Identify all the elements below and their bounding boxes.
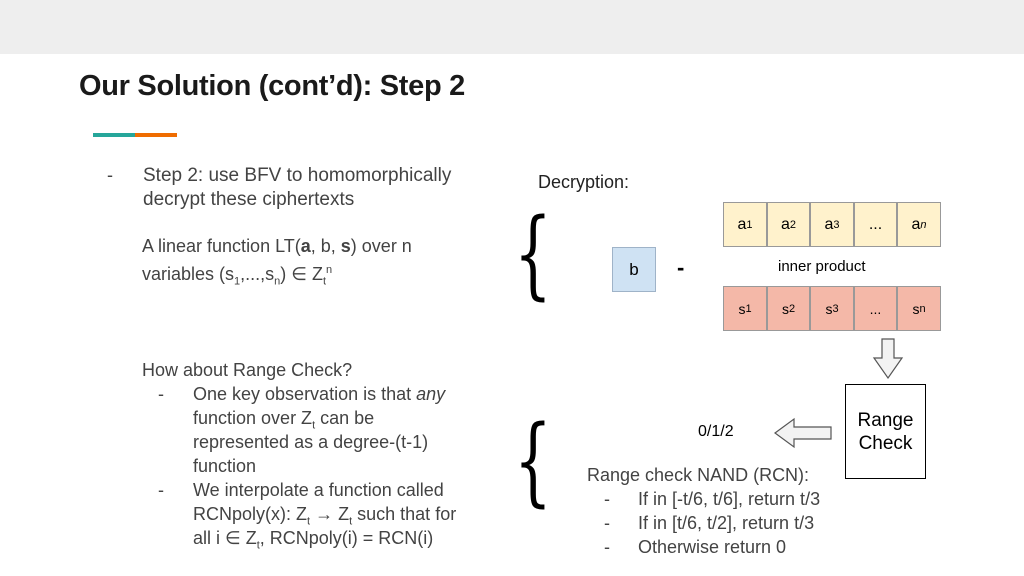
bullet1-line-4: function [193,456,257,476]
a-cell-3: a 3 [810,202,854,247]
step-line-2: decrypt these ciphertexts [143,189,355,210]
bullet1-line-3: represented as a degree-(t-1) [193,432,429,452]
rcn-dash-3: - [604,537,610,557]
a-cell-2: a 2 [767,202,810,247]
bullet2-line-2: RCNpoly(x): $Z_t \to Z_t$ such that for [193,504,457,528]
top-band [0,0,1024,54]
step-bullet-dash: - [107,165,113,185]
rcn-title: Range check NAND (RCN): [587,465,810,485]
left-arrow-icon [774,417,834,449]
rcn-dash-1: - [604,489,610,509]
title-accent-orange [135,133,177,137]
range-check-box: Range Check [845,384,926,479]
a-cell-ellipsis: ... [854,202,897,247]
rcn-dash-2: - [604,513,610,533]
s-cell-n: s n [897,286,941,331]
a-cell-1: a 1 [723,202,767,247]
output-values: 0/1/2 [698,423,734,440]
s-cell-2: s 2 [767,286,810,331]
minus-sign: - [677,255,685,280]
rcn-brace: { [514,405,552,517]
bullet2-dash: - [158,480,164,500]
s-cell-ellipsis: ... [854,286,897,331]
bullet2-line-1: We interpolate a function called [193,480,444,500]
bullet2-line-3: all i ∈ $Z_t$, RCNpoly(i) = RCN(i) [193,528,434,552]
rcn-item-1: If in [-t/6, t/6], return t/3 [638,489,821,509]
bullet1-line-2: function over $Z_t$ can be [193,408,375,432]
a-cell-n: a n [897,202,941,247]
linear-function-line-2: variables $(s_1,...,s_n)$ ∈ $Z_t^n$ [142,264,333,288]
down-arrow-icon [872,338,904,380]
bullet1-line-1: One key observation is that any [193,384,446,404]
b-box: b [612,247,656,292]
title-accent-teal [93,133,135,137]
decryption-label: Decryption: [538,172,630,192]
linear-function-line-1: A linear function LT(a, b, s) over n [142,236,412,256]
bullet1-dash: - [158,384,164,404]
s-cell-1: s 1 [723,286,767,331]
step-line-1: Step 2: use BFV to homomorphically [143,165,452,186]
range-check-question: How about Range Check? [142,360,353,380]
slide-title: Our Solution (cont’d): Step 2 [79,70,465,102]
inner-product-label: inner product [778,258,866,275]
rcn-item-2: If in [t/6, t/2], return t/3 [638,513,815,533]
s-cell-3: s 3 [810,286,854,331]
rcn-item-3: Otherwise return 0 [638,537,787,557]
decryption-brace: { [514,198,552,310]
